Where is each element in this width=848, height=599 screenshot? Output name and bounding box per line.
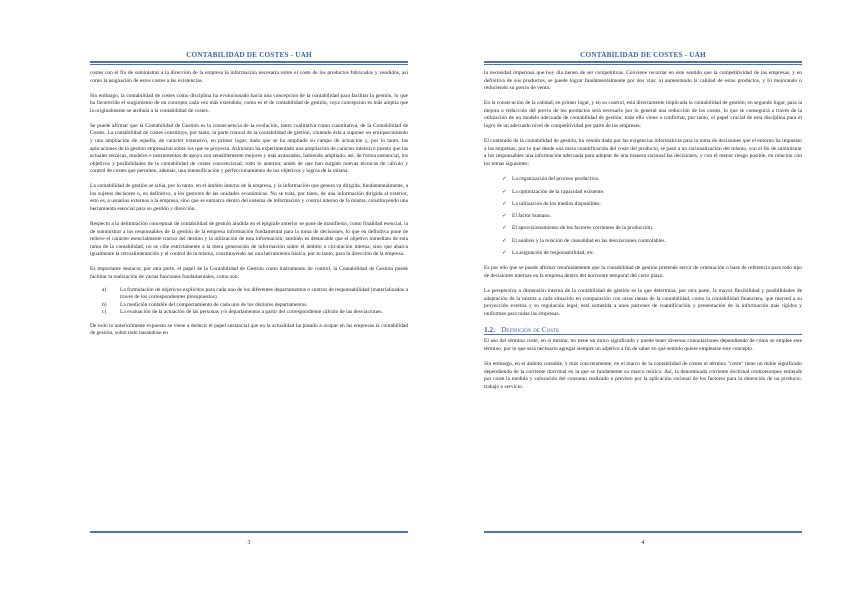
checkmark-icon: ✓	[502, 176, 507, 183]
checkmark-icon: ✓	[502, 249, 507, 256]
list-text: El factor humano.	[512, 213, 552, 220]
page-header: CONTABILIDAD DE COSTES - UAH	[580, 51, 706, 59]
paragraph: La perspectiva o dimensión interna de la contabilidad de gestión es la que determina, por otra parte, la mayor flexibilidad y posibilidades de adaptación de la misma a cada situación en comparación con otras ramas de la contabilidad, como la contabilidad financiera, que merced a su proyección externa y su regulación legal, está sometida a unos patrones de cuantificación y presentación de la información más rígidos y uniformes para todas las empresas.	[484, 287, 802, 317]
functions-list	[90, 287, 408, 317]
paragraph: Se puede afirmar que la Contabilidad de Gestión es la consecuencia de la evolución, tanto cualitativa como cuantitativa, de la Contabilidad de Costes. La contabilidad de costes constituye, por tanto, la parte troncal de la contabilidad de gestión, viniendo ésta a suponer un enriquecimiento y una ampliación de aquella, de carácter extensivo, en primer lugar, dado que se ha ampliado su campo de actuación y, por lo tanto, las aplicaciones de la gestión empresarial sobre los que se proyecta. Asimismo ha experimentado una ampliación de carácter intensivo puesto que las actuales técnicas, modelos e instrumentos de apoyo son sensiblemente mejores y más avanzados, habiendo ampliado, así, de forma sustancial, los objetivos y posibilidades de la contabilidad de costes convencional; todo lo anterior, amén de que han surgido nuevas técnicas de cálculo y control de costes que permiten, además, una intensificación y perfeccionamiento de los objetivos y logros de la misma.	[90, 122, 408, 175]
list-text: El aprovisionamiento de los factores corrientes de la producción.	[512, 225, 654, 232]
page-number: 3	[247, 540, 251, 546]
list-marker: b)	[102, 301, 107, 308]
section-heading	[484, 326, 802, 336]
list-text: El análisis y la relación de causalidad en las desviaciones controlables.	[512, 237, 666, 244]
checkmark-icon: ✓	[502, 225, 507, 232]
checkmark-icon: ✓	[502, 188, 507, 195]
right-page	[484, 0, 802, 599]
list-text: La formulación de objetivos explícitos para cada uno de los diferentes departamentos o centros de responsabilidad (materializados a través de los correspondientes presupuestos).	[120, 286, 408, 301]
paragraph: Es por ello que se puede afirmar resumidamente que la contabilidad de gestión pretende servir de orientación o base de referencia para todo tipo de decisiones internas en la empresa dentro del horizonte temporal del corto plazo.	[484, 265, 802, 279]
list-text: La optimización de la capacidad existente.	[512, 188, 605, 195]
list-item	[502, 235, 802, 247]
paragraph: En la consecución de la calidad, en primer lugar, y en su control, está directamente implicada la contabilidad de gestión; en segundo lugar, para la mejora o reducción del precio de los productos será necesario por lo general una reducción de los costes, lo que se conseguirá a través de la utilización de un modelo adecuado de contabilidad de gestión; todo ello viene a confirmar, por tanto, el papel crucial de esta disciplina para el logro de un adecuado nivel de competitividad por parte de las empresas.	[484, 100, 802, 129]
paragraph: El uso del término coste, en sí mismo, no tiene un único significado y puede tener diversas connotaciones dependiendo de cómo se emplee este término, por lo que será necesario agregar siempre un adjetivo a fin de saber en qué sentido quiere emplearse este concepto.	[484, 338, 802, 352]
list-item	[102, 309, 408, 317]
list-text: La evaluación de la actuación de las personas y/o departamentos a partir del correspondiente cálculo de las desviaciones.	[120, 309, 383, 316]
topics-checklist	[484, 173, 802, 259]
paragraph: costes con el fin de suministrar a la dirección de la empresa la información necesaria sobre el coste de los productos fabricados y vendidos, así como la asignación de estos costes a las existencias.	[90, 70, 408, 84]
list-item	[502, 186, 802, 198]
page-number: 4	[641, 540, 645, 546]
header-rule	[90, 61, 408, 65]
list-item	[502, 198, 802, 210]
list-item	[502, 210, 802, 222]
paragraph: De todo lo anteriormente expuesto se viene a deducir el papel sustancial que en la actualidad ha pasado a ocupar en las empresas la contabilidad de gestión, sobre todo basándose en	[90, 322, 408, 337]
checkmark-icon: ✓	[502, 213, 507, 220]
list-item	[502, 247, 802, 259]
list-item	[102, 287, 408, 302]
footer-rule	[484, 531, 802, 533]
left-page	[90, 0, 408, 599]
page-header: CONTABILIDAD DE COSTES - UAH	[186, 51, 312, 59]
checkmark-icon: ✓	[502, 200, 507, 207]
section-title: Definición de Coste	[501, 324, 560, 334]
list-text: La utilización de los medios disponibles.	[512, 200, 601, 207]
page-body	[484, 70, 802, 391]
footer-rule	[90, 531, 408, 533]
list-item	[502, 222, 802, 234]
list-text: La medición contable del comportamiento de cada uno de los distintos departamentos.	[120, 301, 308, 308]
checkmark-icon: ✓	[502, 237, 507, 244]
paragraph: La contabilidad de gestión se sitúa, por lo tanto, en el ámbito interno de la empresa, y la información que genera va dirigida, fundamentalmente, a los sujetos decisores o, en definitiva, a los gestores de las unidades económicas. No se trata, por tanto, de una información dirigida al exterior, esto es, a usuarios externos a la empresa, sino que se enmarca dentro del sistema de información y control interno de la misma, constituyendo una herramienta esencial para su gestión y dirección.	[90, 183, 408, 212]
page-body	[90, 70, 408, 338]
paragraph: Sin embargo, en el ámbito contable, y más concretamente, en el marco de la contabilidad de costes el término "coste" tiene un doble significado dependiendo de la corriente doctrinal en la que se fundamente su marco teórico. Así, la denominada corriente doctrinal centroeuropea entiende por coste la medida y valoración del consumo realizado o previsto por la aplicación racional de los factores para la obtención de un producto, trabajo o servicio.	[484, 360, 802, 390]
paragraph: El contenido de la contabilidad de gestión, ha venido dado por las exigencias informativas para la toma de decisiones que el entorno ha impuesto a las empresas, por lo que desde una mera cuantificación del coste del producto, se pasó a un racionalización del mismo, con el fin de suministrar a los responsables una información adecuada para adoptar de una manera racional las decisiones, y con el menor riesgo posible, en relación con los temas siguientes:	[484, 138, 802, 167]
paragraph: Es importante destacar, por otra parte, el papel de la Contabilidad de Gestión como instrumento de control, la Contabilidad de Gestión puede facilitar la realización de varias funciones fundamentales, como son:	[90, 266, 408, 280]
list-marker: c)	[102, 309, 107, 316]
list-text: La asignación de responsabilidad, etc.	[512, 249, 595, 256]
list-text: La organización del proceso productivo.	[512, 176, 600, 183]
list-item	[102, 302, 408, 310]
section-number: 1.2.	[484, 324, 496, 334]
list-marker: a)	[102, 286, 107, 293]
header-rule	[484, 61, 802, 65]
paragraph: la necesidad imperiosa que hoy día tienen de ser competitivas. Conviene recordar en este sentido que la competitividad de las empresas, y en definitiva de sus productos, se puede lograr fundamentalmente por dos vías: a) aumentando la calidad de estos productos, y b) mejorando o reduciendo su precio de venta.	[484, 70, 802, 92]
paragraph: Respecto a la delimitación conceptual de contabilidad de gestión aludida en el epígrafe anterior se pone de manifiesto, como finalidad esencial, la de suministrar a los responsables de la gestión de la empresa información fundamental para la toma de decisiones, lo que en definitiva pone de relieve el carácter esencialmente tractor del destino y la utilización de esta información; también es destacable que el objetivo inmediato de esta rama de la contabilidad, no se ciñe estrictamente a la mera generación de información sobre el ámbito o circulación interna, sino que abarca igualmente la retroalimentación y el control de la misma, constituyendo así una herramienta básica, por lo tanto, para la dirección de la empresa.	[90, 221, 408, 258]
list-item	[502, 173, 802, 185]
paragraph: Sin embargo, la contabilidad de costes como disciplina ha evolucionado hacia una concepción de la contabilidad para facilitar la gestión, lo que ha favorecido el surgimiento de un concepto cada vez más extendido, como es el de contabilidad de gestión, cuya concepción es más amplia que la originalmente se atribuía a la contabilidad de costes.	[90, 92, 408, 114]
